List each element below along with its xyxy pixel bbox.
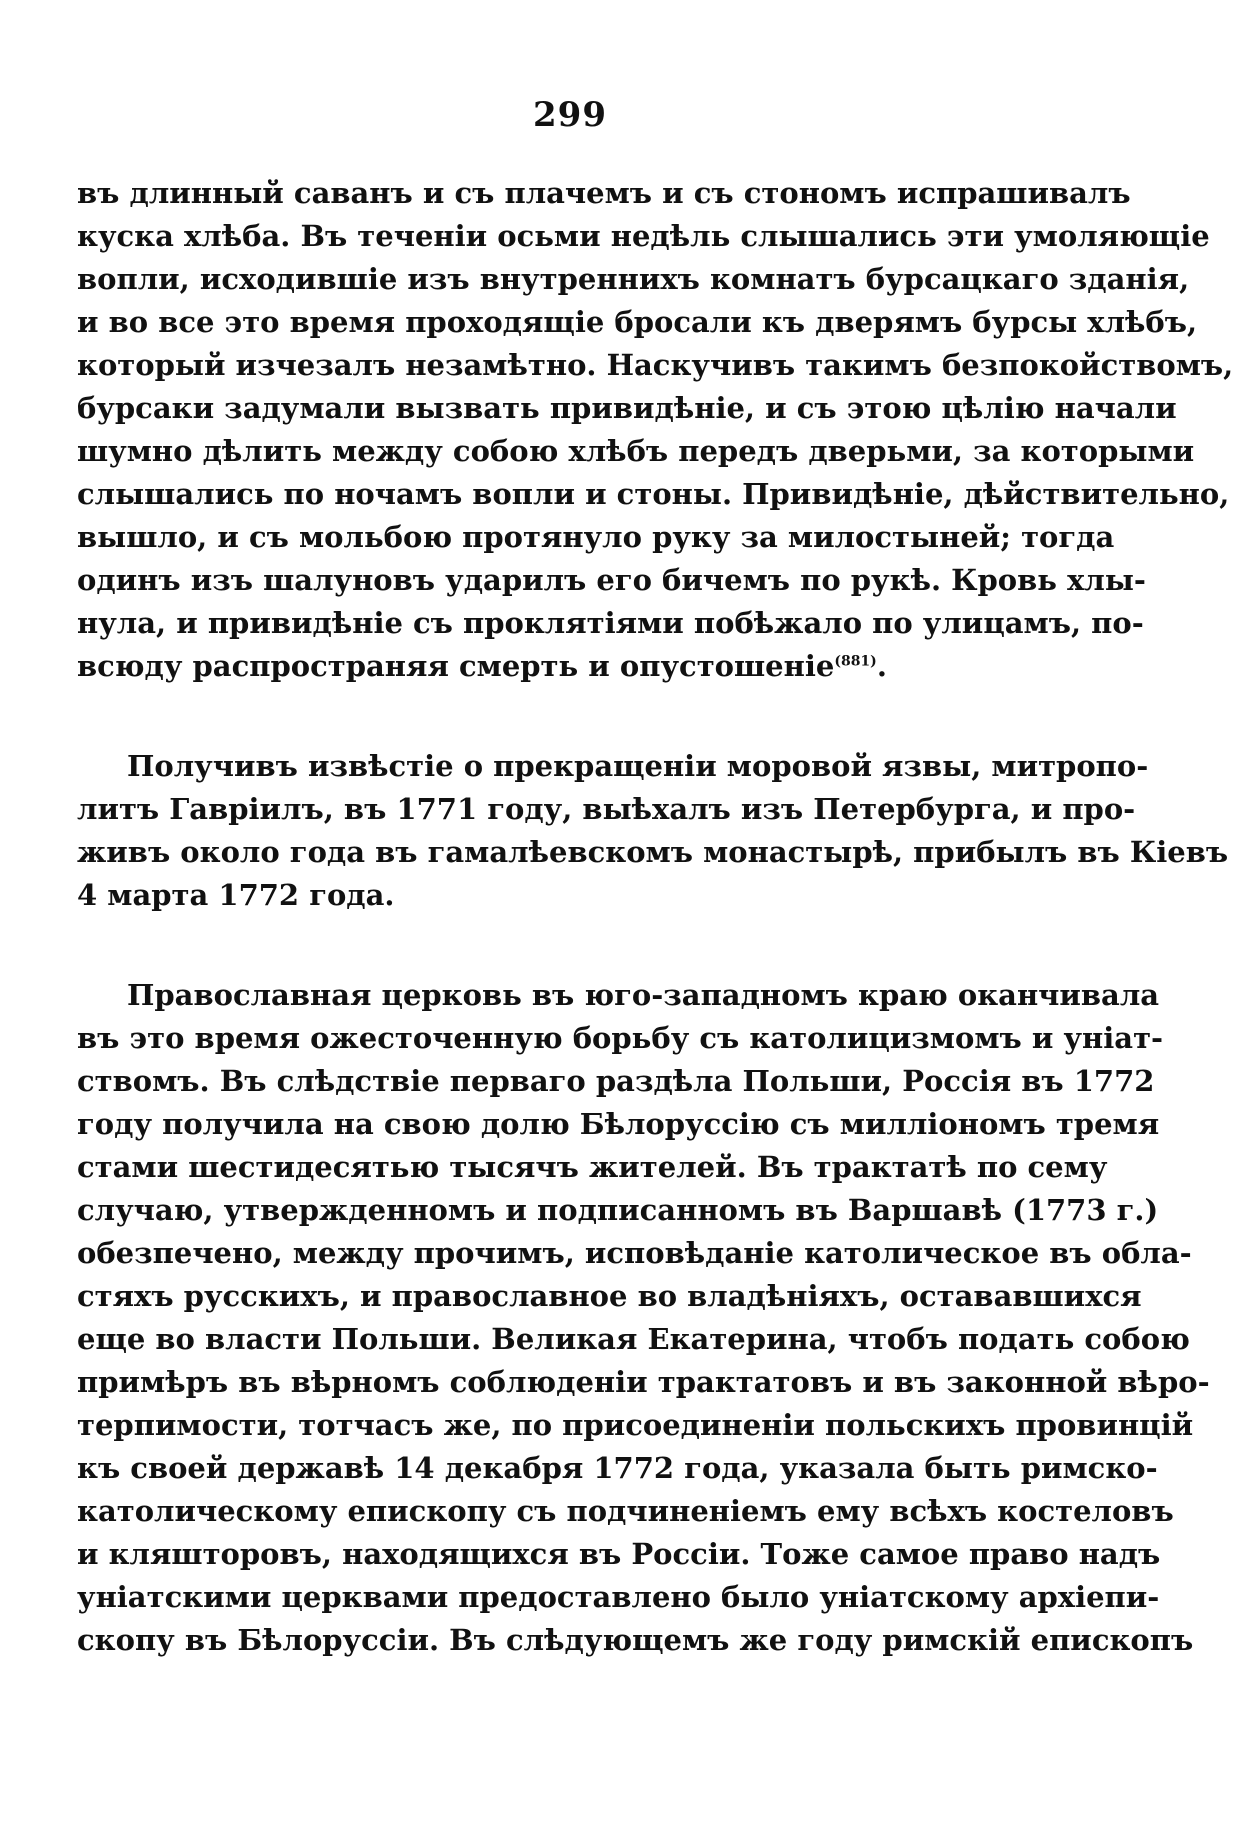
text-line: и во все это время проходящіе бросали къ дверямъ бурсы хлѣбъ, xyxy=(77,305,1198,339)
text-line: обезпечено, между прочимъ, исповѣданіе католическое въ обла- xyxy=(77,1236,1192,1270)
text-line: въ это время ожесточенную борьбу съ католицизмомъ и уніат- xyxy=(77,1021,1164,1055)
text-line: который изчезалъ незамѣтно. Наскучивъ такимъ безпокойствомъ, xyxy=(77,348,1233,382)
text-line: бурсаки задумали вызвать привидѣніе, и съ этою цѣлію начали xyxy=(77,391,1177,425)
paragraph-1 xyxy=(77,172,1233,688)
text-line: еще во власти Польши. Великая Екатерина, чтобъ подать собою xyxy=(77,1322,1190,1356)
text-line-content: всюду распространяя смерть и опустошеніе xyxy=(77,649,835,683)
text-line: Получивъ извѣстіе о прекращеніи моровой язвы, митропо- xyxy=(127,749,1149,783)
paragraph-gap xyxy=(77,917,1049,974)
paragraph-3 xyxy=(77,974,1210,1662)
text-line: шумно дѣлить между собою хлѣбъ передъ дверьми, за которыми xyxy=(77,434,1195,468)
text-line: живъ около года въ гамалѣевскомъ монастырѣ, прибылъ въ Кіевъ xyxy=(77,835,1229,869)
text-line: въ длинный саванъ и съ плачемъ и съ стономъ испрашивалъ xyxy=(77,176,1131,210)
text-line: уніатскими церквами предоставлено было уніатскому архіепи- xyxy=(77,1580,1160,1614)
text-line: году получила на свою долю Бѣлоруссію съ милліономъ тремя xyxy=(77,1107,1160,1141)
text-line: литъ Гавріилъ, въ 1771 году, выѣхалъ изъ Петербурга, и про- xyxy=(77,792,1136,826)
text-line: терпимости, тотчасъ же, по присоединеніи польскихъ провинцій xyxy=(77,1408,1194,1442)
text-line: вышло, и съ мольбою протянуло руку за милостыней; тогда xyxy=(77,520,1115,554)
text-line: и кляшторовъ, находящихся въ Россіи. Тоже самое право надъ xyxy=(77,1537,1161,1571)
text-line: вопли, исходившіе изъ внутреннихъ комнатъ бурсацкаго зданія, xyxy=(77,262,1190,296)
text-line-last xyxy=(77,645,1049,688)
text-line: ствомъ. Въ слѣдствіе перваго раздѣла Польши, Россія въ 1772 xyxy=(77,1064,1155,1098)
end-punctuation: . xyxy=(876,649,887,683)
text-line: куска хлѣба. Въ теченіи осьми недѣль слышались эти умоляющіе xyxy=(77,219,1210,253)
text-line: католическому епископу съ подчиненіемъ ему всѣхъ костеловъ xyxy=(77,1494,1174,1528)
text-line: къ своей державѣ 14 декабря 1772 года, указала быть римско- xyxy=(77,1451,1158,1485)
text-line: случаю, утвержденномъ и подписанномъ въ Варшавѣ (1773 г.) xyxy=(77,1193,1159,1227)
text-line: одинъ изъ шалуновъ ударилъ его бичемъ по рукѣ. Кровь хлы- xyxy=(77,563,1146,597)
body-text xyxy=(77,172,1233,1662)
text-line: скопу въ Бѣлоруссіи. Въ слѣдующемъ же году римскій епископъ xyxy=(77,1623,1194,1657)
text-line-last: 4 марта 1772 года. xyxy=(77,878,395,912)
page-number: 299 xyxy=(533,95,607,135)
text-line: стяхъ русскихъ, и православное во владѣніяхъ, остававшихся xyxy=(77,1279,1142,1313)
text-line: нула, и привидѣніе съ проклятіями побѣжало по улицамъ, по- xyxy=(77,606,1144,640)
text-line: примѣръ въ вѣрномъ соблюденіи трактатовъ и въ законной вѣро- xyxy=(77,1365,1210,1399)
footnote-reference: (881) xyxy=(834,653,877,670)
paragraph-2 xyxy=(77,745,1229,917)
text-line: стами шестидесятью тысячъ жителей. Въ трактатѣ по сему xyxy=(77,1150,1108,1184)
paragraph-gap xyxy=(77,688,1049,745)
text-line: слышались по ночамъ вопли и стоны. Привидѣніе, дѣйствительно, xyxy=(77,477,1230,511)
text-line: Православная церковь въ юго-западномъ краю оканчивала xyxy=(127,978,1160,1012)
